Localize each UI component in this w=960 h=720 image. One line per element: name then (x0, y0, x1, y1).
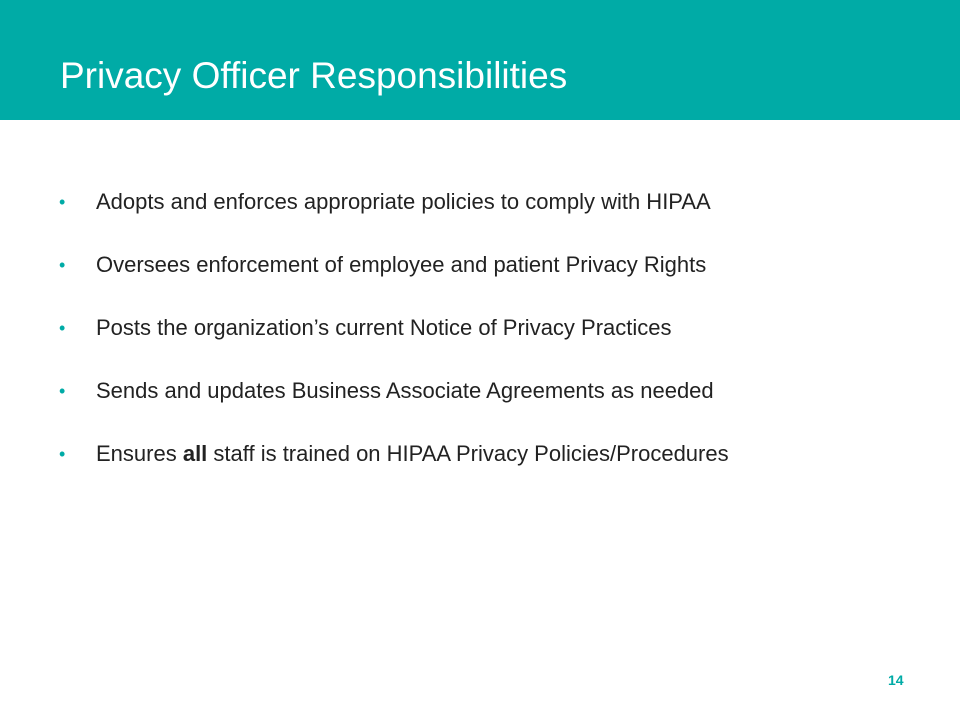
bullet-icon: • (59, 444, 66, 464)
bullet-text: Adopts and enforces appropriate policies to comply with HIPAA (96, 189, 711, 214)
bullet-text-emphasis: all (182, 441, 208, 466)
bullet-text-after: staff is trained on HIPAA Privacy Policies/Procedures (207, 441, 729, 466)
bullet-item-policies (56, 182, 729, 222)
page-number: 14 (888, 672, 904, 688)
title-bar (0, 0, 960, 120)
bullet-icon: • (59, 381, 66, 401)
bullet-item-notice (56, 308, 729, 348)
bullet-item-privacy-rights (56, 245, 729, 285)
bullet-icon: • (59, 318, 66, 338)
bullet-text: Sends and updates Business Associate Agreements as needed (96, 378, 714, 403)
bullet-item-baa (56, 371, 729, 411)
bullet-icon: • (59, 255, 66, 275)
bullet-list (56, 182, 729, 497)
bullet-item-training (56, 434, 729, 474)
bullet-text (96, 441, 729, 466)
bullet-text: Oversees enforcement of employee and patient Privacy Rights (96, 252, 707, 277)
bullet-icon: • (59, 192, 66, 212)
slide-title: Privacy Officer Responsibilities (60, 55, 568, 96)
bullet-text-before: Ensures (96, 441, 183, 466)
bullet-text: Posts the organization’s current Notice of Privacy Practices (96, 315, 672, 340)
